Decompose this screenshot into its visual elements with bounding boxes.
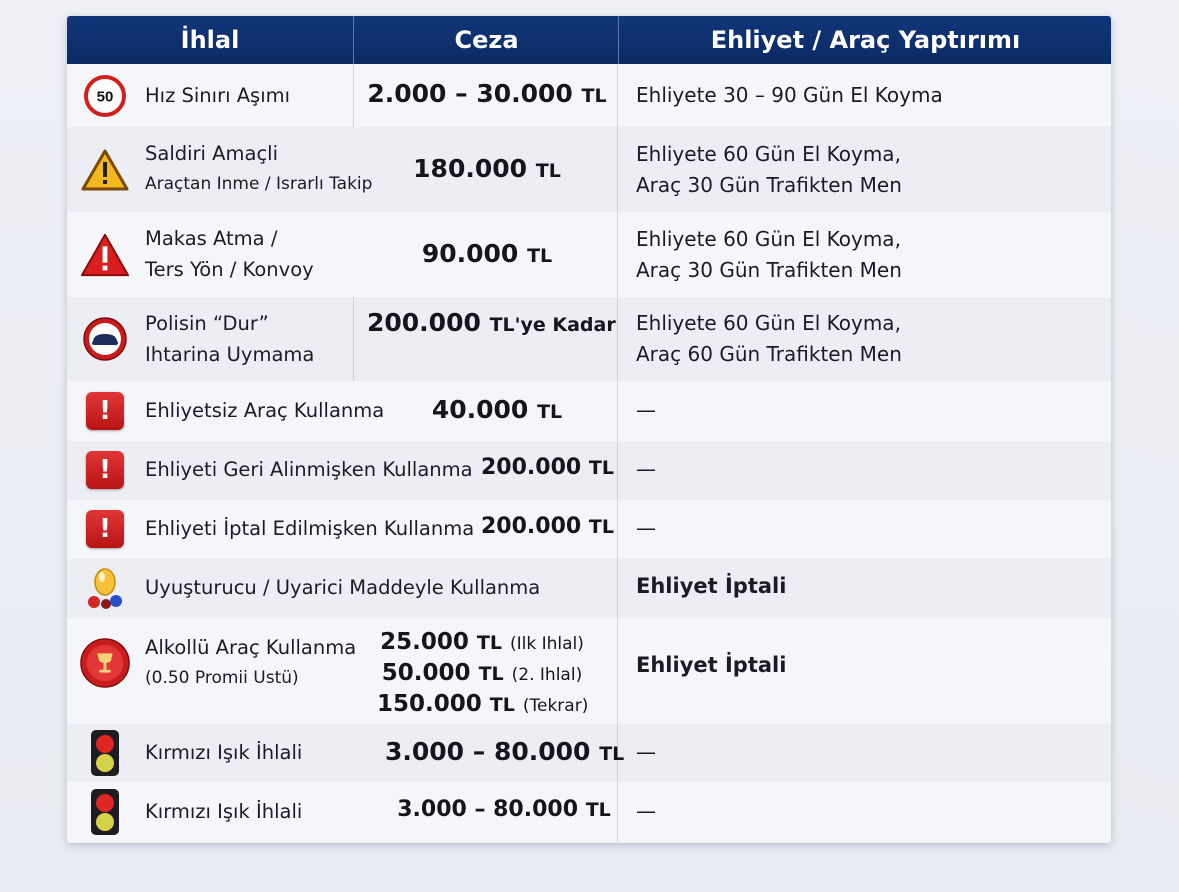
fine-value: 150.000 [377,691,482,717]
sanction-text: — [636,516,656,540]
fine-unit: TL [489,694,515,716]
header-fine: Ceza [353,16,619,64]
fine-tier [377,690,587,721]
violation-name: Uyuşturucu / Uyarici Maddeyle Kullanma [145,576,541,599]
table-header [67,16,1111,64]
header-violation: İhlal [180,26,240,54]
fine-amount [385,737,625,766]
fine-amount [481,455,614,480]
violation-name: Kırmızı Işık İhlali [145,741,303,764]
table-row [67,381,1111,442]
fine-note: (Ilk Ihlal) [509,634,584,654]
sanction-line2: Araç 30 Gün Trafikten Men [636,173,902,197]
fine-unit: TL [527,245,553,267]
fine-amount [397,154,577,183]
fine-unit: TL [581,85,607,107]
sanction-text: Ehliyet İptali [636,574,787,598]
fine-value: 2.000 – 30.000 [367,79,573,108]
fine-value: 200.000 [481,455,582,480]
sanction-text [636,308,902,370]
exclamation-badge-icon [79,510,131,548]
table-row [67,64,1111,128]
violation-name: Kırmızı Işık İhlali [145,800,303,823]
sanction-text: — [636,740,656,764]
fine-note: (Tekrar) [522,696,589,716]
fine-amount [481,514,614,539]
fine-unit: TL [535,160,561,182]
sanction-text: — [636,398,656,422]
table-row [67,441,1111,501]
violation-name [145,223,314,285]
fine-value: 40.000 [431,395,529,424]
fine-value: 200.000 [367,308,481,337]
alcohol-icon [79,636,131,690]
table-row [67,500,1111,560]
table-row [67,782,1111,842]
fine-value: 25.000 [380,629,469,655]
fine-value: 50.000 [381,660,471,686]
traffic-light-icon [79,730,131,776]
speed-limit-50-icon [79,74,131,117]
sanction-line1: Ehliyete 60 Gün El Koyma, [636,311,901,335]
fine-value: 3.000 – 80.000 [397,797,579,822]
header-sanction: Ehliyet / Araç Yaptırımı [618,16,1111,64]
table-row [67,559,1111,619]
violation-name: Ehliyetsiz Araç Kullanma [145,399,385,422]
fine-unit: TL'ye Kadar [489,314,616,336]
sanction-text [636,139,902,201]
fines-table [67,16,1111,843]
fine-value: 90.000 [421,239,519,268]
violation-name: Hız Sinırı Aşımı [145,84,291,107]
fine-amount [397,797,611,822]
fine-tiers [377,628,587,721]
violation-name-line1: Alkollü Araç Kullanma [145,636,357,659]
fine-amount [367,79,607,108]
fine-tier [377,659,587,690]
table-row [67,618,1111,725]
table-row [67,127,1111,213]
violation-name-line1: Polisin “Dur” [145,312,269,335]
violation-name: Ehliyeti İptal Edilmişken Kullanma [145,517,475,540]
violation-name-line1: Saldiri Amaçli [145,142,279,165]
fine-unit: TL [537,401,563,423]
fine-value: 3.000 – 80.000 [385,737,591,766]
exclamation-badge-text: ! [86,451,124,489]
exclamation-badge-text: ! [86,392,124,430]
fine-unit: TL [585,799,611,821]
fine-unit: TL [588,457,614,479]
violation-name: Ehliyeti Geri Alinmişken Kullanma [145,458,473,481]
fine-tier [377,628,587,659]
table-row [67,297,1111,382]
sanction-text: Ehliyet İptali [636,653,787,677]
sanction-text: Ehliyete 30 – 90 Gün El Koyma [636,83,943,107]
fine-amount [367,308,616,337]
warning-triangle-yellow-icon [79,147,131,193]
sanction-text [636,224,902,286]
sanction-line2: Araç 60 Gün Trafikten Men [636,342,902,366]
violation-name [145,632,356,694]
fine-unit: TL [476,632,502,654]
fine-value: 200.000 [481,514,582,539]
police-stop-sign-icon [79,316,131,362]
fine-unit: TL [588,516,614,538]
violation-name-line2: Ters Yön / Konvoy [145,258,314,281]
sanction-line2: Araç 30 Gün Trafikten Men [636,258,902,282]
warning-triangle-red-icon [79,230,131,280]
fine-amount [427,395,567,424]
violation-name [145,138,372,200]
fine-unit: TL [599,743,625,765]
exclamation-badge-icon [79,451,131,489]
sanction-text: — [636,799,656,823]
table-row [67,724,1111,783]
pills-icon [79,566,131,612]
speed-limit-icon-text: 50 [96,88,114,105]
exclamation-badge-text: ! [86,510,124,548]
fine-value: 180.000 [413,154,528,183]
sanction-text: — [636,457,656,481]
violation-name-line2: Araçtan Inme / Israrlı Takip [145,174,373,194]
traffic-light-icon [79,789,131,835]
table-row [67,212,1111,298]
sanction-line1: Ehliyete 60 Gün El Koyma, [636,142,901,166]
violation-name-line2: Ihtarina Uymama [145,343,315,366]
violation-name-line2: (0.50 Promii Ustü) [145,668,299,688]
fine-unit: TL [478,663,504,685]
fine-amount [407,239,567,268]
sanction-line1: Ehliyete 60 Gün El Koyma, [636,227,901,251]
violation-name-line1: Makas Atma / [145,227,278,250]
violation-name [145,308,314,370]
fine-note: (2. Ihlal) [511,665,583,685]
exclamation-badge-icon [79,392,131,430]
